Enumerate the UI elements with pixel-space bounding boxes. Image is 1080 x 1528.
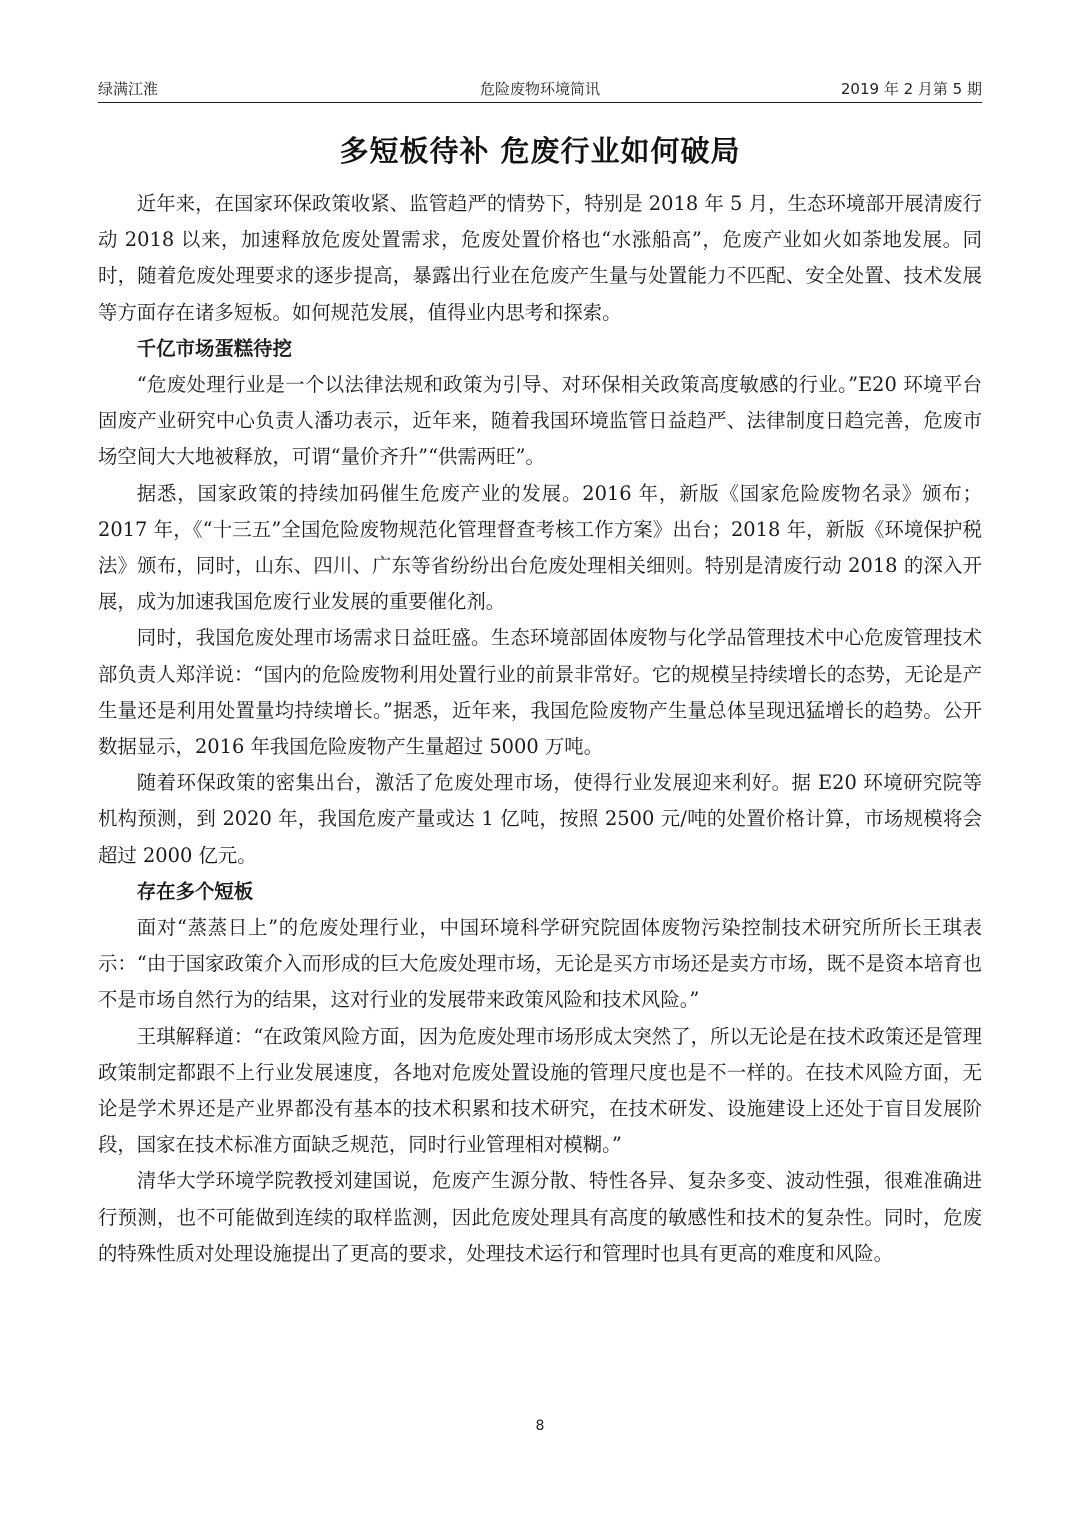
paragraph-8: 清华大学环境学院教授刘建国说，危废产生源分散、特性各异、复杂多变、波动性强，很难准确进行预测，也不可能做到连续的取样监测，因此危废处理具有高度的敏感性和技术的复杂性。同时，危废的特殊性质对处理设施提出了更高的要求，处理技术运行和管理时也具有更高的难度和风险。	[98, 1169, 982, 1265]
header-newsletter-title: 危险废物环境简讯	[479, 80, 600, 98]
article-title: 多短板待补 危废行业如何破局	[339, 134, 741, 168]
paragraph-4: 同时，我国危废处理市场需求日益旺盛。生态环境部固体废物与化学品管理技术中心危废管理技术部负责人郑洋说：“国内的危险废物利用处置行业的前景非常好。它的规模呈持续增长的态势，无论是产生量还是利用处置量均持续增长。”据悉，近年来，我国危险废物产生量总体呈现迅猛增长的趋势。公开数据显示，2016 年我国危险废物产生量超过 5000 万吨。	[98, 626, 982, 759]
section-heading-2: 存在多个短板	[136, 879, 254, 903]
article-body	[98, 186, 982, 1272]
header-issue-date: 2019 年 2 月第 5 期	[840, 80, 982, 98]
paragraph-7: 王琪解释道：“在政策风险方面，因为危废处理市场形成太突然了，所以无论是在技术政策还是管理政策制定都跟不上行业发展速度，各地对危废处置设施的管理尺度也是不一样的。在技术风险方面，无论是学术界还是产业界都没有基本的技术积累和技术研究，在技术研发、设施建设上还处于盲目发展阶段，国家在技术标准方面缺乏规范，同时行业管理相对模糊。”	[98, 1024, 982, 1157]
section-heading-1: 千亿市场蛋糕待挖	[136, 336, 292, 360]
paragraph-3: 据悉，国家政策的持续加码催生危废产业的发展。2016 年，新版《国家危险废物名录》颁布；2017 年，《“十三五”全国危险废物规范化管理督查考核工作方案》出台；2018 年，新版《环境保护税法》颁布，同时，山东、四川、广东等省纷纷出台危废处理相关细则。特别是清废行动 2018 的深入开展，成为加速我国危废行业发展的重要催化剂。	[98, 481, 982, 614]
header-publication: 绿满江淮	[98, 80, 159, 98]
page-header	[98, 78, 982, 100]
page-number: 8	[535, 1418, 545, 1434]
paragraph-1: 近年来，在国家环保政策收紧、监管趋严的情势下，特别是 2018 年 5 月，生态环境部开展清废行动 2018 以来，加速释放危废处置需求，危废处置价格也“水涨船高”，危废产业如火如荼地发展。同时，随着危废处理要求的逐步提高，暴露出行业在危废产生量与处置能力不匹配、安全处置、技术发展等方面存在诸多短板。如何规范发展，值得业内思考和探索。	[98, 192, 982, 324]
paragraph-6: 面对“蒸蒸日上”的危废处理行业，中国环境科学研究院固体废物污染控制技术研究所所长王琪表示：“由于国家政策介入而形成的巨大危废处理市场，无论是买方市场还是卖方市场，既不是资本培育也不是市场自然行为的结果，这对行业的发展带来政策风险和技术风险。”	[98, 916, 982, 1012]
paragraph-2: “危废处理行业是一个以法律法规和政策为引导、对环保相关政策高度敏感的行业。”E20 环境平台固废产业研究中心负责人潘功表示，近年来，随着我国环境监管日益趋严、法律制度日趋完善，危废市场空间大大地被释放，可谓“量价齐升”“供需两旺”。	[98, 373, 982, 469]
header-divider	[98, 102, 982, 103]
paragraph-5: 随着环保政策的密集出台，激活了危废处理市场，使得行业发展迎来利好。据 E20 环境研究院等机构预测，到 2020 年，我国危废产量或达 1 亿吨，按照 2500 元/吨的处置价格计算，市场规模将会超过 2000 亿元。	[98, 771, 982, 867]
